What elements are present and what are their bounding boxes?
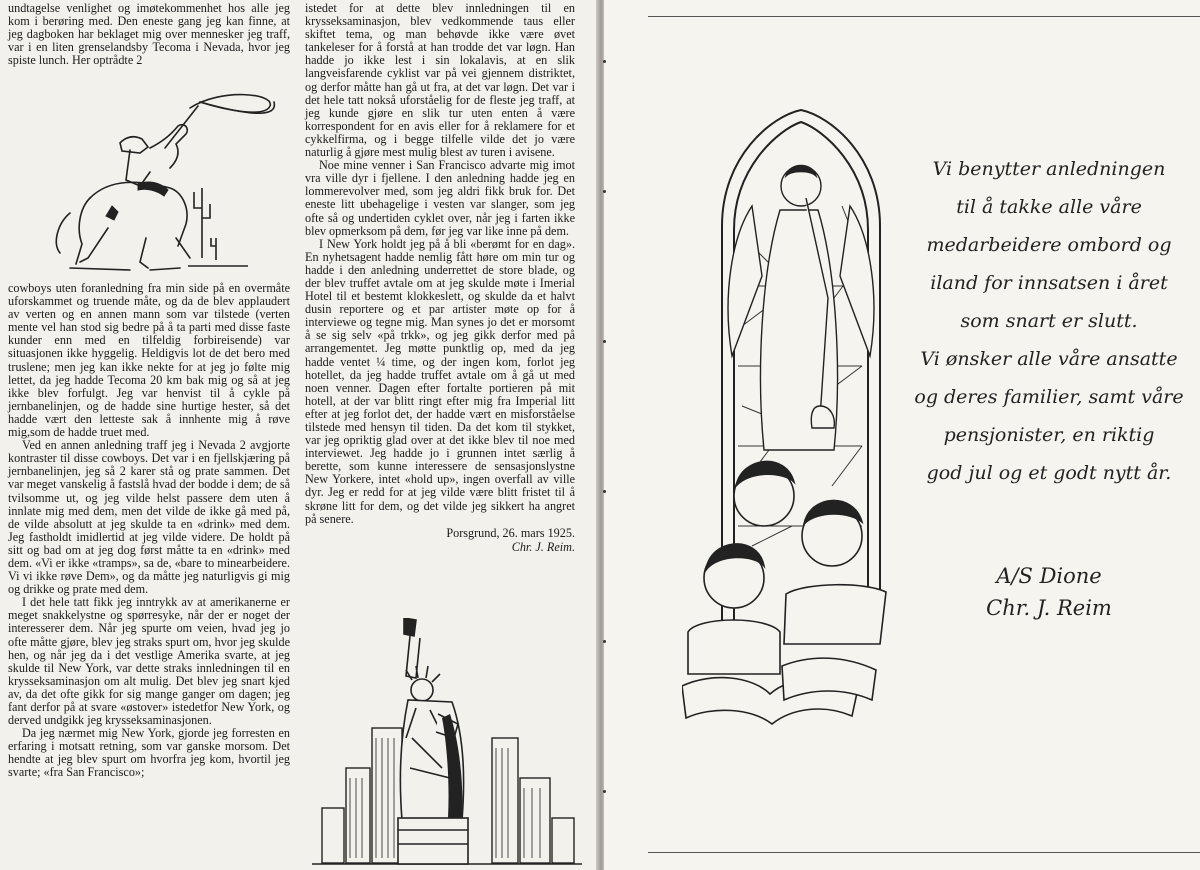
company-signature bbox=[904, 560, 1194, 624]
paragraph: I det hele tatt fikk jeg inntrykk av at amerikanerne er meget snakkelystne og spørresyke, når der er noget der interesserer dem. Når jeg spurte om veien, hvad jeg jo ofte måtte gjøre, blev jeg straks spurt om, hvor jeg skulde hen, og når jeg da i det vestlige Amerika svarte, at jeg skulde til New York, var dette straks innledningen til en krysseksaminasjon om alt mulig. Det blev jeg snart kjed av, da det ofte gikk for sig mange ganger om dagen; jeg fant derfor på at svare «østover» istedetfor New York, og derved undgikk jeg krysseksaminasjonen. bbox=[8, 595, 290, 728]
signer-name: Chr. J. Reim bbox=[986, 596, 1112, 620]
column-a-bottom bbox=[8, 282, 290, 780]
column-a-top bbox=[8, 2, 290, 67]
paragraph: undtagelse venlighet og imøtekommenhet hos alle jeg kom i berøring med. Den eneste gang jeg kan finne, at jeg dagboken har beklaget mig over mennesker jeg traff, var i en liten grenselandsby Tecoma i Nevada, hvor jeg spiste lunch. Her optrådte 2 bbox=[8, 1, 290, 68]
cowboy-illustration bbox=[50, 88, 280, 278]
company-name: A/S Dione bbox=[996, 564, 1102, 588]
binding-hole bbox=[603, 60, 606, 63]
greeting-line: som snart er slutt. bbox=[960, 310, 1138, 332]
greeting-line: pensjonister, en riktig bbox=[943, 424, 1155, 446]
greeting-line: medarbeidere ombord og bbox=[926, 234, 1172, 256]
paragraph: istedet for at dette blev innledningen til en krysseksaminasjon, blev vedkommende taus eller skiftet tema, og man behøvde ikke være øvet tankeleser for å forstå at han trodde det var løgn. Han hadde jo ikke lest i sin lokalavis, at en slik langveisfarende cyklist var på vei gjennem distriktet, og derfor måtte han gå ut fra, at det var løgn. Det var i det hele tatt nokså uforståelig for de fleste jeg traff, at jeg kunde gjøre en slik tur uten enten å være korrespondent for en avis eller for å reklamere for et cykkelfirma, og i begge tilfelle vilde det jo være naturlig å gjøre mest mulig blest av turen i avisene. bbox=[305, 1, 575, 160]
greeting-line: og deres familier, samt våre bbox=[914, 386, 1184, 408]
paragraph: Ved en annen anledning traff jeg i Nevada 2 avgjorte kontraster til disse cowboys. Det var i en fjellskjæring på jernbanelinjen, jeg så 2 karer stå og prate sammen. Det var meget vanskelig å fastslå hvad der bodde i dem; de så tvilsomme ut, og jeg vilde helst passere dem uten å innlate mig med dem, men det vilde de ikke gå med på, de vilde absolutt at jeg skulde ta en «drink» med dem. Jeg fastholdt imidlertid at jeg vilde videre. De holdt på sitt og bad om at jeg dog først måtte ta en «drink» med dem. «Vi er ikke «tramps», sa de, «bare to minearbeidere. Vi vi ikke røve Dem», og da måtte jeg naturligvis gi mig og drikke og prate med dem. bbox=[8, 438, 290, 597]
greeting-text bbox=[904, 150, 1194, 492]
binding-hole bbox=[603, 340, 606, 343]
greeting-line: iland for innsatsen i året bbox=[930, 272, 1168, 294]
bottom-rule bbox=[648, 852, 1200, 853]
place-date: Porsgrund, 26. mars 1925. bbox=[446, 525, 575, 540]
paragraph: cowboys uten foranledning fra min side på en overmåte uforskammet og truende måte, og da de blev applaudert av verten og en annen mann som var tilstede (verten mente vel han stod sig bedre på å ta parti med disse faste kunder enn med en tilfeldig forbireisende) var situasjonen ikke hyggelig. Heldigvis lot de det bero med truslene; men jeg kan ikke nekte for at jeg jo følte mig lettet, da jeg hadde Tecoma 20 km bak mig og så at jeg ikke blev forfulgt. Jeg var henvist til å cykle på jernbanelinjen, og de hadde sine hurtige hester, så det hadde vært den letteste sak å innhente mig å røve mig,som de hadde truet med. bbox=[8, 281, 290, 440]
binding-hole bbox=[603, 640, 606, 643]
left-page bbox=[0, 0, 598, 870]
top-rule bbox=[648, 16, 1200, 17]
paragraph: Noe mine venner i San Francisco advarte mig imot vra ville dyr i fjellene. I den anledning hadde jeg en lommerevolver med, som jeg aldri fikk bruk for. Det eneste litt ubehagelige i vesten var slanger, som jeg ofte så og undertiden cyklet over, når jeg i farten ikke blev opmerksom på dem, før jeg var like inne på dem. bbox=[305, 158, 575, 238]
author-signature: Chr. J. Reim. bbox=[511, 539, 575, 554]
stained-glass-window-illustration bbox=[682, 106, 920, 726]
statue-of-liberty-illustration bbox=[312, 618, 582, 868]
column-b bbox=[305, 2, 575, 554]
greeting-line: Vi benytter anledningen bbox=[932, 158, 1166, 180]
binding-hole bbox=[603, 190, 606, 193]
greeting-line: god jul og et godt nytt år. bbox=[926, 462, 1172, 484]
right-page bbox=[604, 0, 1200, 870]
greeting-line: Vi ønsker alle våre ansatte bbox=[920, 348, 1178, 370]
binding-hole bbox=[603, 490, 606, 493]
paragraph: I New York holdt jeg på å bli «berømt for en dag». En nyhetsagent hadde nemlig fått høre om min tur og hadde i den anledning underrettet de store blade, og der blev truffet avtale om at jeg skulde møte i Imerial Hotel til et bestemt klokkeslett, og skulde da et halvt dusin reportere og et par artister møte op for å interviewe og tegne mig. Man synes jo det er morsomt å se sig selv «på trkk», og jeg gikk derfor med på arrangementet. Jeg møtte punktlig op, med da jeg hadde ventet ¼ time, og der ingen kom, forlot jeg hotellet, da jeg hadde truffet avtale om å gå ut med noen venner. Dagen efter fortalte portieren på mit hotell, at der var blitt ringt efter mig fra Imperial litt efter at jeg forlot det, der hadde vært en misforståelse tilstede med hensyn til tiden. Da det kom til stykket, var jeg opriktig glad over at det ikke blev til noe med interviewet. Jeg hadde jo i grunnen intet særlig å berette, som kunne interessere de sensasjonslystne New Yorkere, intet «hold up», ingen overfall av ville dyr. Jeg er redd for at jeg vilde være blitt fristet til å skrøne litt for dem, og det vilde jeg sikkert ha angret på senere. bbox=[305, 236, 575, 526]
paragraph: Da jeg nærmet mig New York, gjorde jeg forresten en erfaring i motsatt retning, som var ganske morsom. Det hendte at jeg blev spurt om hvorfra jeg kom, hvortil jeg svarte; «fra San Francisco»; bbox=[8, 726, 290, 780]
binding-hole bbox=[603, 790, 606, 793]
greeting-line: til å takke alle våre bbox=[956, 196, 1142, 218]
